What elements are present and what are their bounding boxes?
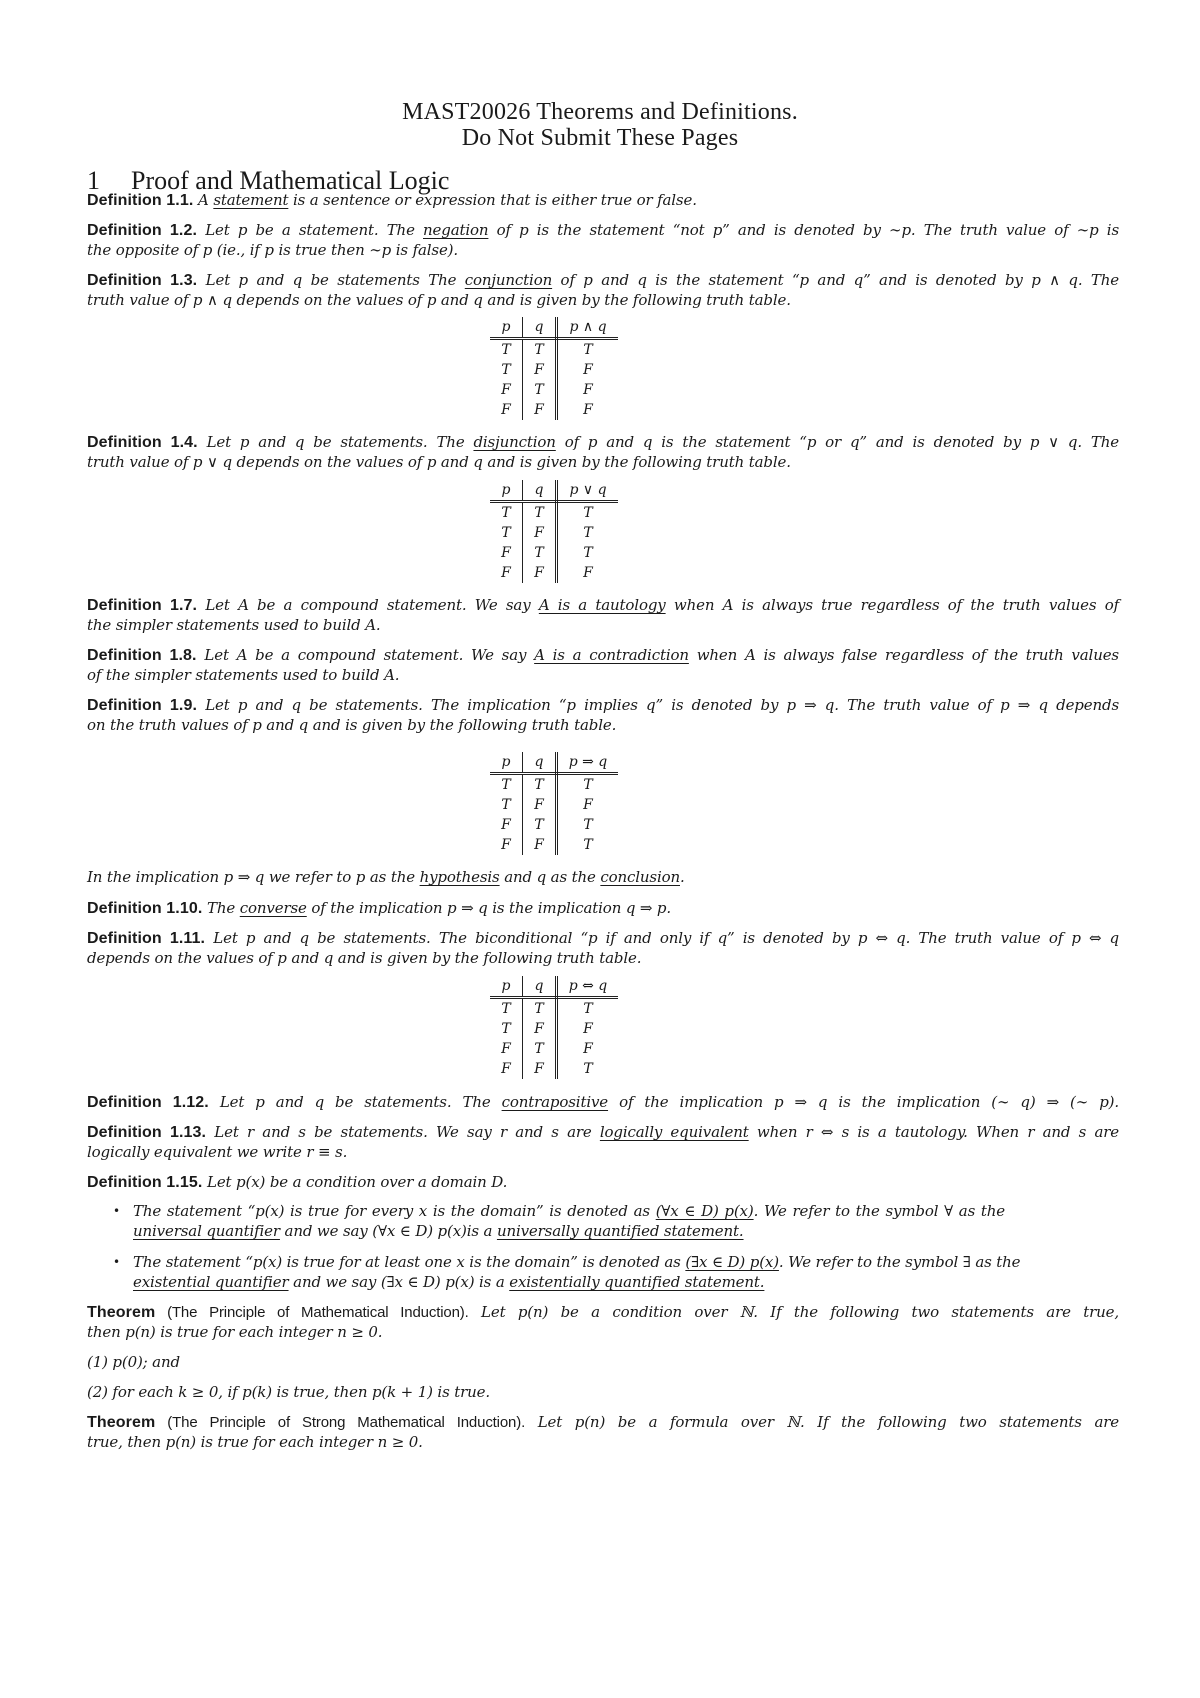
text-segment: A	[193, 191, 214, 209]
truth-table-cell: T	[583, 342, 593, 358]
truth-table-cell: p	[490, 317, 523, 339]
truth-table-row	[490, 339, 618, 361]
truth-table-cell: T	[490, 1019, 523, 1039]
truth-table-cell: F	[523, 835, 557, 855]
definition-label: Definition 1.1.	[87, 192, 194, 209]
text-line	[87, 290, 791, 310]
truth-table-cell: F	[583, 382, 593, 398]
text-segment: The statement “p(x) is true for every x is the domain” is denoted as	[133, 1202, 656, 1220]
truth-table-cell: T	[490, 360, 523, 380]
text-line	[87, 240, 458, 260]
truth-table-row	[490, 563, 618, 583]
truth-table-cell: F	[583, 1021, 593, 1037]
truth-table-cell: F	[583, 1041, 593, 1057]
truth-table-cell: F	[490, 543, 523, 563]
truth-table-cell: T	[523, 1039, 557, 1059]
defined-term: A is a contradiction	[534, 646, 689, 664]
text-segment: Let p(x) be a condition over a domain D.	[202, 1173, 508, 1191]
text-line	[87, 665, 399, 685]
text-segment: .	[680, 868, 685, 886]
truth-table-cell: F	[583, 565, 593, 581]
defined-term: (∃x ∈ D) p(x)	[685, 1253, 779, 1271]
truth-table-cell: T	[583, 505, 593, 521]
text-line	[87, 867, 685, 887]
truth-table-cell: F	[523, 1059, 557, 1079]
defined-term: universal quantifier	[133, 1222, 280, 1240]
text-line	[87, 1302, 1119, 1323]
truth-table-cell: T	[583, 837, 593, 853]
truth-table-cell: F	[490, 1039, 523, 1059]
text-segment: Let p and q be statements The	[197, 271, 465, 289]
text-line	[133, 1201, 1005, 1221]
truth-table-cell: F	[523, 1019, 557, 1039]
truth-table-cell: F	[583, 797, 593, 813]
text-segment: of the implication p ⇒ q is the implication q ⇒ p.	[306, 899, 671, 917]
text-segment: (1) p(0); and	[87, 1353, 180, 1371]
text-segment: In the implication p ⇒ q we refer to p as the	[87, 868, 420, 886]
truth-table-cell: F	[523, 360, 557, 380]
defined-term: statement	[213, 191, 289, 209]
text-segment: Let r and s be statements. We say r and s are	[206, 1123, 600, 1141]
defined-term: negation	[423, 221, 489, 239]
truth-table	[490, 976, 618, 1079]
truth-table-cell: T	[583, 545, 593, 561]
bullet-icon: •	[113, 1255, 121, 1269]
text-line	[87, 1412, 1119, 1433]
text-segment: of the simpler statements used to build A.	[87, 666, 400, 684]
text-line	[87, 190, 697, 211]
truth-table-cell: T	[523, 380, 557, 400]
truth-table-cell: T	[523, 543, 557, 563]
truth-table	[490, 480, 618, 583]
theorem-name: (The Principle of Mathematical Induction).	[155, 1304, 469, 1321]
text-segment: Let A be a compound statement. We say	[196, 646, 535, 664]
section-number: 1	[87, 166, 100, 195]
text-segment: is a sentence or expression that is either true or false.	[288, 191, 697, 209]
truth-table-cell: p	[490, 976, 523, 998]
truth-table-cell: T	[490, 998, 523, 1020]
truth-table-row	[490, 502, 618, 524]
defined-term: converse	[239, 899, 307, 917]
truth-table-cell: q	[523, 752, 557, 774]
text-line	[87, 595, 1119, 616]
text-line	[87, 220, 1119, 241]
text-segment: when A is always false regardless of the truth values	[688, 646, 1119, 664]
defined-term: existential quantifier	[133, 1273, 289, 1291]
definition-label: Theorem	[87, 1414, 156, 1431]
defined-term: A is a tautology	[538, 596, 666, 614]
definition-label: Definition 1.9.	[87, 697, 197, 714]
definition-label: Definition 1.10.	[87, 900, 203, 917]
definition-label: Theorem	[87, 1304, 156, 1321]
text-segment: and q as the	[499, 868, 601, 886]
text-line	[87, 1382, 490, 1402]
truth-table-cell: F	[523, 795, 557, 815]
text-line	[87, 898, 671, 919]
truth-table-cell: F	[490, 563, 523, 583]
theorem-name: (The Principle of Strong Mathematical Induction).	[155, 1414, 526, 1431]
text-segment: and we say (∀x ∈ D) p(x)is a	[279, 1222, 497, 1240]
text-segment: The statement “p(x) is true for at least one x is the domain” is denoted as	[133, 1253, 686, 1271]
truth-table-row	[490, 1019, 618, 1039]
text-line	[87, 1092, 1119, 1113]
text-segment: then p(n) is true for each integer n ≥ 0.	[87, 1323, 383, 1341]
truth-table-cell: F	[490, 1059, 523, 1079]
truth-table-row	[490, 1059, 618, 1079]
truth-table-cell: F	[523, 563, 557, 583]
text-segment: of p is the statement “not p” and is denoted by ∼p. The truth value of ∼p is	[488, 221, 1119, 239]
truth-table-row	[490, 400, 618, 420]
truth-table-row	[490, 835, 618, 855]
page-subtitle: Do Not Submit These Pages	[461, 125, 739, 151]
defined-term: conjunction	[464, 271, 553, 289]
truth-table-cell: T	[490, 523, 523, 543]
truth-table-cell: T	[583, 1061, 593, 1077]
truth-table-row	[490, 380, 618, 400]
truth-table-cell: T	[583, 817, 593, 833]
text-segment: when A is always true regardless of the truth values of	[665, 596, 1119, 614]
truth-table-cell: F	[490, 815, 523, 835]
truth-table-cell: T	[523, 339, 557, 361]
text-segment: logically equivalent we write r ≡ s.	[87, 1143, 348, 1161]
text-segment: when r ⇔ s is a tautology. When r and s are	[748, 1123, 1119, 1141]
text-segment: on the truth values of p and q and is given by the following truth table.	[87, 716, 617, 734]
text-segment: of p and q is the statement “p and q” and is denoted by p ∧ q. The	[552, 271, 1119, 289]
truth-table-cell: T	[583, 1001, 593, 1017]
definition-label: Definition 1.7.	[87, 597, 198, 614]
truth-table-header	[490, 480, 618, 502]
bullet-icon: •	[113, 1204, 121, 1218]
text-line	[133, 1272, 764, 1292]
text-segment: Let p and q be statements. The	[208, 1093, 502, 1111]
truth-table-row	[490, 774, 618, 796]
defined-term: hypothesis	[419, 868, 500, 886]
truth-table-row	[490, 815, 618, 835]
text-segment: the opposite of p (ie., if p is true then ∼p is false).	[87, 241, 459, 259]
text-line	[87, 1172, 507, 1193]
definition-label: Definition 1.12.	[87, 1094, 209, 1111]
truth-table-cell: F	[583, 402, 593, 418]
text-line	[133, 1221, 744, 1241]
defined-term: universally quantified statement.	[496, 1222, 744, 1240]
truth-table-cell: T	[523, 998, 557, 1020]
text-segment: depends on the values of p and q and is given by the following truth table.	[87, 949, 642, 967]
truth-table-cell: F	[523, 523, 557, 543]
text-segment: Let A be a compound statement. We say	[197, 596, 539, 614]
defined-term: logically equivalent	[599, 1123, 749, 1141]
text-segment: and we say (∃x ∈ D) p(x) is a	[288, 1273, 510, 1291]
truth-table-cell: F	[523, 400, 557, 420]
truth-table-cell: T	[583, 525, 593, 541]
truth-table	[490, 317, 618, 420]
truth-table-header	[490, 976, 618, 998]
truth-table-cell: T	[490, 502, 523, 524]
truth-table-row	[490, 360, 618, 380]
truth-table-cell: p ⇔ q	[557, 976, 619, 998]
truth-table-cell: F	[490, 835, 523, 855]
text-segment: Let p(n) be a formula over ℕ. If the following two statements are	[525, 1413, 1119, 1431]
text-line	[87, 270, 1119, 291]
truth-table-cell: q	[523, 317, 557, 339]
text-segment: Let p be a statement. The	[197, 221, 423, 239]
text-segment: of p and q is the statement “p or q” and is denoted by p ∨ q. The	[555, 433, 1119, 451]
truth-table-cell: T	[523, 502, 557, 524]
truth-table-header	[490, 752, 618, 774]
text-segment: Let p and q be statements. The implication “p implies q” is denoted by p ⇒ q. The truth value of p ⇒ q depends	[197, 696, 1119, 714]
text-line	[87, 928, 1119, 949]
truth-table-cell: T	[490, 774, 523, 796]
definition-label: Definition 1.15.	[87, 1174, 203, 1191]
text-line	[87, 715, 616, 735]
section-title: Proof and Mathematical Logic	[131, 166, 450, 195]
definition-label: Definition 1.8.	[87, 647, 197, 664]
truth-table-cell: F	[583, 362, 593, 378]
truth-table-row	[490, 543, 618, 563]
text-segment: Let p(n) be a condition over ℕ. If the following two statements are true,	[468, 1303, 1119, 1321]
truth-table	[490, 752, 618, 855]
truth-table-cell: q	[523, 976, 557, 998]
text-segment: The	[202, 899, 240, 917]
definition-label: Definition 1.3.	[87, 272, 198, 289]
text-segment: . We refer to the symbol ∀ as the	[753, 1202, 1006, 1220]
text-segment: truth value of p ∨ q depends on the values of p and q and is given by the following truth table.	[87, 453, 791, 471]
text-line	[87, 432, 1119, 453]
truth-table-cell: p ⇒ q	[557, 752, 619, 774]
text-line	[87, 695, 1119, 716]
truth-table-row	[490, 795, 618, 815]
text-line	[87, 1352, 180, 1372]
truth-table-cell: p	[490, 752, 523, 774]
text-segment: Let p and q be statements. The biconditional “p if and only if q” is denoted by p ⇔ q. The truth value of p ⇔ q	[205, 929, 1120, 947]
truth-table-row	[490, 998, 618, 1020]
truth-table-row	[490, 1039, 618, 1059]
text-line	[87, 1432, 423, 1452]
definition-label: Definition 1.4.	[87, 434, 198, 451]
defined-term: disjunction	[473, 433, 556, 451]
definition-label: Definition 1.2.	[87, 222, 197, 239]
text-segment: true, then p(n) is true for each integer n ≥ 0.	[87, 1433, 423, 1451]
text-line	[87, 1142, 347, 1162]
truth-table-cell: T	[490, 795, 523, 815]
text-segment: the simpler statements used to build A.	[87, 616, 381, 634]
text-segment: Let p and q be statements. The	[197, 433, 474, 451]
truth-table-cell: p ∧ q	[557, 317, 619, 339]
defined-term: conclusion	[600, 868, 680, 886]
definition-label: Definition 1.13.	[87, 1124, 207, 1141]
text-line	[133, 1252, 1020, 1272]
defined-term: contrapositive	[501, 1093, 609, 1111]
text-line	[87, 1322, 382, 1342]
text-line	[87, 615, 381, 635]
defined-term: existentially quantified statement.	[509, 1273, 765, 1291]
text-line	[87, 452, 791, 472]
text-line	[87, 645, 1119, 666]
truth-table-cell: T	[583, 777, 593, 793]
defined-term: (∀x ∈ D) p(x)	[655, 1202, 754, 1220]
text-segment: of the implication p ⇒ q is the implication (∼ q) ⇒ (∼ p).	[608, 1093, 1119, 1111]
text-segment: (2) for each k ≥ 0, if p(k) is true, then p(k + 1) is true.	[87, 1383, 490, 1401]
text-segment: truth value of p ∧ q depends on the values of p and q and is given by the following truth table.	[87, 291, 791, 309]
text-segment: . We refer to the symbol ∃ as the	[778, 1253, 1021, 1271]
truth-table-cell: F	[490, 380, 523, 400]
truth-table-cell: p	[490, 480, 523, 502]
truth-table-cell: q	[523, 480, 557, 502]
truth-table-header	[490, 317, 618, 339]
text-line	[87, 948, 641, 968]
truth-table-cell: T	[490, 339, 523, 361]
truth-table-cell: F	[490, 400, 523, 420]
truth-table-cell: T	[523, 774, 557, 796]
truth-table-cell: p ∨ q	[557, 480, 619, 502]
truth-table-row	[490, 523, 618, 543]
page-title: MAST20026 Theorems and Definitions.	[402, 99, 798, 125]
text-line	[87, 1122, 1119, 1143]
truth-table-cell: T	[523, 815, 557, 835]
definition-label: Definition 1.11.	[87, 930, 206, 947]
